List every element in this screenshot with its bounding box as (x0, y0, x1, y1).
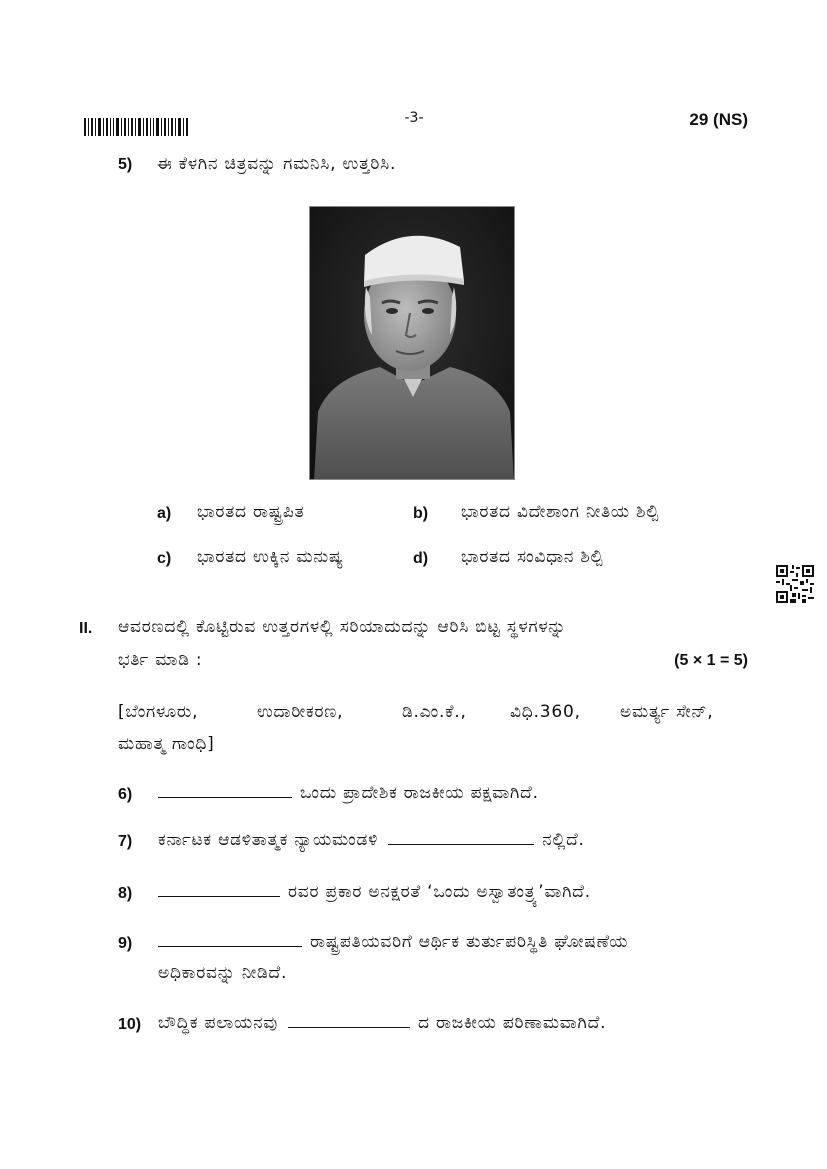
question-10-text (158, 1013, 606, 1033)
answer-blank[interactable] (158, 946, 302, 947)
question-9-text (158, 932, 628, 952)
question-8-text (158, 882, 591, 902)
question-5-number: 5) (118, 156, 133, 173)
option-c-label: c) (157, 550, 172, 567)
choice-5: ಅಮರ್ತ್ಯ ಸೇನ್, (620, 702, 714, 722)
portrait-figure (310, 207, 515, 480)
question-7-number: 7) (118, 833, 133, 850)
option-a-label: a) (157, 505, 172, 522)
question-7-text (158, 830, 585, 850)
answer-blank[interactable] (288, 1027, 410, 1028)
question-5-text: ಈ ಕೆಳಗಿನ ಚಿತ್ರವನ್ನು ಗಮನಿಸಿ, ಉತ್ತರಿಸಿ. (157, 154, 397, 174)
question-6-number: 6) (118, 786, 133, 803)
question-9-line2: ಅಧಿಕಾರವನ್ನು ನೀಡಿದೆ. (158, 963, 288, 983)
section-2-instruction-line1: ಆವರಣದಲ್ಲಿ ಕೊಟ್ಟಿರುವ ಉತ್ತರಗಳಲ್ಲಿ ಸರಿಯಾದುದನ್ನು ಆರಿಸಿ ಬಿಟ್ಟ ಸ್ಥಳಗಳನ್ನು (118, 617, 567, 637)
option-a-text: ಭಾರತದ ರಾಷ್ಟ್ರಪಿತ (197, 502, 305, 522)
section-2-marks: (5 × 1 = 5) (674, 652, 748, 669)
question-10-prefix: ಬೌದ್ಧಿಕ ಪಲಾಯನವು (158, 1013, 278, 1033)
question-6-text (158, 783, 539, 803)
question-7-prefix: ಕರ್ನಾಟಕ ಆಡಳಿತಾತ್ಮಕ ನ್ಯಾಯಮಂಡಳಿ (158, 830, 379, 850)
qr-code (776, 565, 814, 603)
paper-code: 29 (NS) (689, 110, 748, 129)
option-d-text: ಭಾರತದ ಸಂವಿಧಾನ ಶಿಲ್ಪಿ (461, 547, 604, 567)
choice-6: ಮಹಾತ್ಮ ಗಾಂಧಿ] (118, 734, 215, 754)
page-number: -3- (404, 110, 424, 126)
portrait-photo (309, 206, 515, 480)
question-7-suffix: ನಲ್ಲಿದೆ. (542, 830, 585, 850)
question-9-suffix: ರಾಷ್ಟ್ರಪತಿಯವರಿಗೆ ಆರ್ಥಿಕ ತುರ್ತುಪರಿಸ್ಥಿತಿ ಘೋಷಣೆಯ (310, 932, 629, 952)
answer-blank[interactable] (388, 844, 534, 845)
option-b-label: b) (413, 505, 429, 522)
choice-1: [ಬೆಂಗಳೂರು, (118, 702, 199, 722)
choice-3: ಡಿ.ಎಂ.ಕೆ., (402, 702, 467, 722)
question-8-number: 8) (118, 885, 133, 902)
choice-2: ಉದಾರೀಕರಣ, (257, 702, 344, 722)
question-10-number: 10) (118, 1016, 142, 1033)
question-9-number: 9) (118, 935, 133, 952)
question-10-suffix: ದ ರಾಜಕೀಯ ಪರಿಣಾಮವಾಗಿದೆ. (417, 1013, 607, 1033)
section-2-instruction-line2: ಭರ್ತಿ ಮಾಡಿ : (118, 650, 203, 670)
option-b-text: ಭಾರತದ ವಿದೇಶಾಂಗ ನೀತಿಯ ಶಿಲ್ಪಿ (461, 502, 660, 522)
question-8-suffix: ರವರ ಪ್ರಕಾರ ಅನಕ್ಷರತೆ ‘ಒಂದು ಅಸ್ವಾತಂತ್ರ್ಯ’ವಾಗಿದೆ. (288, 882, 591, 902)
section-2-number: II. (79, 620, 93, 637)
choice-4: ವಿಧಿ.360, (510, 702, 581, 722)
question-6-suffix: ಒಂದು ಪ್ರಾದೇಶಿಕ ರಾಜಕೀಯ ಪಕ್ಷವಾಗಿದೆ. (300, 783, 539, 803)
answer-blank[interactable] (158, 797, 292, 798)
option-c-text: ಭಾರತದ ಉಕ್ಕಿನ ಮನುಷ್ಯ (197, 547, 344, 567)
barcode (84, 118, 190, 136)
option-d-label: d) (413, 550, 429, 567)
answer-blank[interactable] (158, 896, 280, 897)
